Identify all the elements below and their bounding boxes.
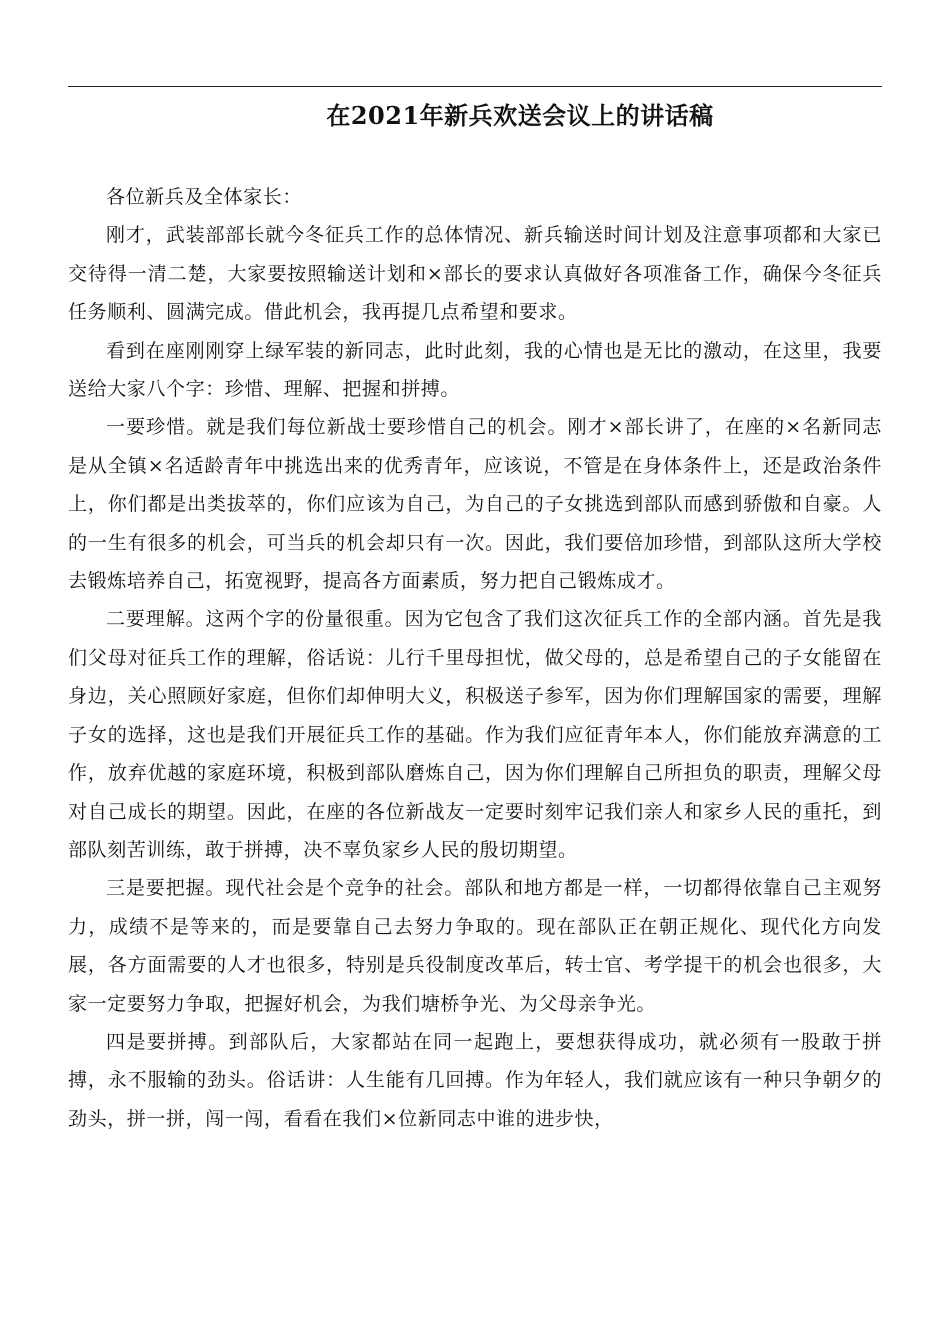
paragraph-eight-words: 看到在座刚刚穿上绿军装的新同志，此时此刻，我的心情也是无比的激动，在这里，我要送给大家八个字：珍惜、理解、把握和拼搏。 [68, 339, 882, 401]
paragraph-understand: 二要理解。这两个字的份量很重。因为它包含了我们这次征兵工作的全部内涵。首先是我们父母对征兵工作的理解，俗话说：儿行千里母担忧，做父母的，总是希望自己的子女能留在身边，关心照顾好家庭，但你们却伸明大义，积极送子参军，因为你们理解国家的需要，理解子女的选择，这也是我们开展征兵工作的基础。作为我们应征青年本人，你们能放弃满意的工作，放弃优越的家庭环境，积极到部队磨炼自己，因为你们理解自己所担负的职责，理解父母对自己成长的期望。因此，在座的各位新战友一定要时刻牢记我们亲人和家乡人民的重托，到部队刻苦训练，敢于拼搏，决不辜负家乡人民的殷切期望。 [68, 608, 882, 861]
paragraph-cherish: 一要珍惜。就是我们每位新战士要珍惜自己的机会。刚才×部长讲了，在座的×名新同志是从全镇×名适龄青年中挑选出来的优秀青年，应该说，不管是在身体条件上，还是政治条件上，你们都是出类拔萃的，你们应该为自己，为自己的子女挑选到部队而感到骄傲和自豪。人的一生有很多的机会，可当兵的机会却只有一次。因此，我们要倍加珍惜，到部队这所大学校去锻炼培养自己，拓宽视野，提高各方面素质，努力把自己锻炼成才。 [68, 416, 882, 593]
document-title: 在2021年新兵欢送会议上的讲话稿 [326, 101, 714, 130]
paragraph-strive: 四是要拼搏。到部队后，大家都站在同一起跑上，要想获得成功，就必须有一股敢于拼搏，永不服输的劲头。俗话讲：人生能有几回搏。作为年轻人，我们就应该有一种只争朝夕的劲头，拼一拼，闯一闯，看看在我们×位新同志中谁的进步快， [68, 1030, 882, 1130]
document-body [68, 178, 882, 1138]
paragraph-grasp: 三是要把握。现代社会是个竞争的社会。部队和地方都是一样，一切都得依靠自己主观努力，成绩不是等来的，而是要靠自己去努力争取的。现在部队正在朝正规化、现代化方向发展，各方面需要的人才也很多，特别是兵役制度改革后，转士官、考学提干的机会也很多，大家一定要努力争取，把握好机会，为我们塘桥争光、为父母亲争光。 [68, 877, 882, 1015]
paragraph-salutation: 各位新兵及全体家长： [106, 186, 303, 208]
paragraph-opening: 刚才，武装部部长就今冬征兵工作的总体情况、新兵输送时间计划及注意事项都和大家已交待得一清二楚，大家要按照输送计划和×部长的要求认真做好各项准备工作，确保今冬征兵任务顺利、圆满完成。借此机会，我再提几点希望和要求。 [68, 224, 882, 324]
header-rule [68, 86, 882, 87]
